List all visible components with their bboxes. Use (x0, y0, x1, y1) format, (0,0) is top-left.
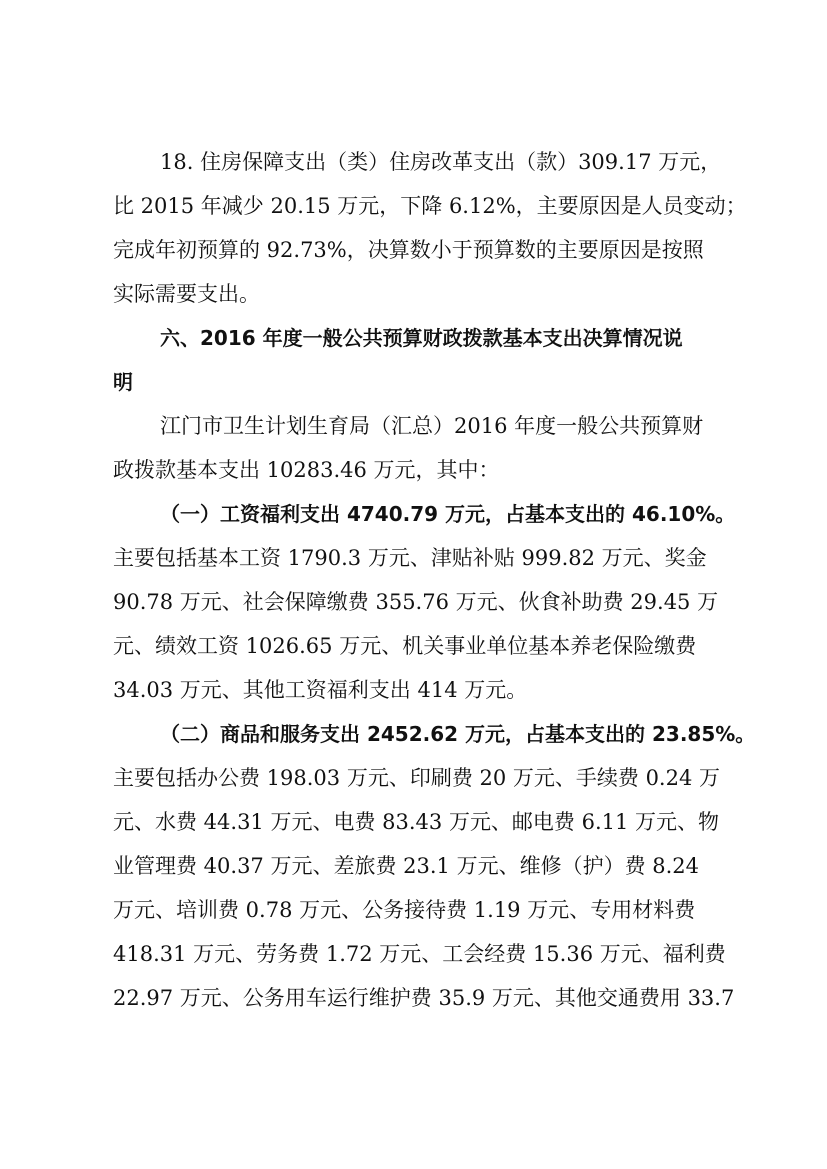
goods-paragraph-line: 业管理费 40.37 万元、差旅费 23.1 万元、维修（护）费 8.24 (113, 854, 700, 878)
intro-paragraph-line: 政拨款基本支出 10283.46 万元，其中： (113, 458, 500, 482)
housing-paragraph-line: 比 2015 年减少 20.15 万元，下降 6.12%，主要原因是人员变动； (113, 194, 747, 218)
wages-paragraph-line: 90.78 万元、社会保障缴费 355.76 万元、伙食补助费 29.45 万 (113, 590, 719, 614)
housing-paragraph-line: 完成年初预算的 92.73%，决算数小于预算数的主要原因是按照 (113, 238, 704, 262)
wages-paragraph-line: 元、绩效工资 1026.65 万元、机关事业单位基本养老保险缴费 (113, 634, 697, 658)
goods-paragraph-line: 主要包括办公费 198.03 万元、印刷费 20 万元、手续费 0.24 万 (113, 766, 721, 790)
goods-paragraph-line: 万元、培训费 0.78 万元、公务接待费 1.19 万元、专用材料费 (113, 898, 696, 922)
housing-paragraph-line: 实际需要支出。 (113, 282, 260, 306)
housing-paragraph-line: 18. 住房保障支出（类）住房改革支出（款）309.17 万元， (160, 150, 722, 174)
wages-paragraph-line: 34.03 万元、其他工资福利支出 414 万元。 (113, 678, 528, 702)
goods-paragraph-line: 22.97 万元、公务用车运行维护费 35.9 万元、其他交通费用 33.7 (113, 986, 735, 1010)
section-heading-line: 明 (113, 370, 133, 394)
intro-paragraph-line: 江门市卫生计划生育局（汇总）2016 年度一般公共预算财 (160, 414, 704, 438)
goods-paragraph-line: 元、水费 44.31 万元、电费 83.43 万元、邮电费 6.11 万元、物 (113, 810, 720, 834)
wages-subheading: （一）工资福利支出 4740.79 万元，占基本支出的 46.10%。 (160, 502, 736, 526)
goods-paragraph-line: 418.31 万元、劳务费 1.72 万元、工会经费 15.36 万元、福利费 (113, 942, 726, 966)
goods-subheading: （二）商品和服务支出 2452.62 万元，占基本支出的 23.85%。 (160, 722, 756, 746)
wages-paragraph-line: 主要包括基本工资 1790.3 万元、津贴补贴 999.82 万元、奖金 (113, 546, 707, 570)
section-heading-line: 六、2016 年度一般公共预算财政拨款基本支出决算情况说 (160, 326, 683, 350)
